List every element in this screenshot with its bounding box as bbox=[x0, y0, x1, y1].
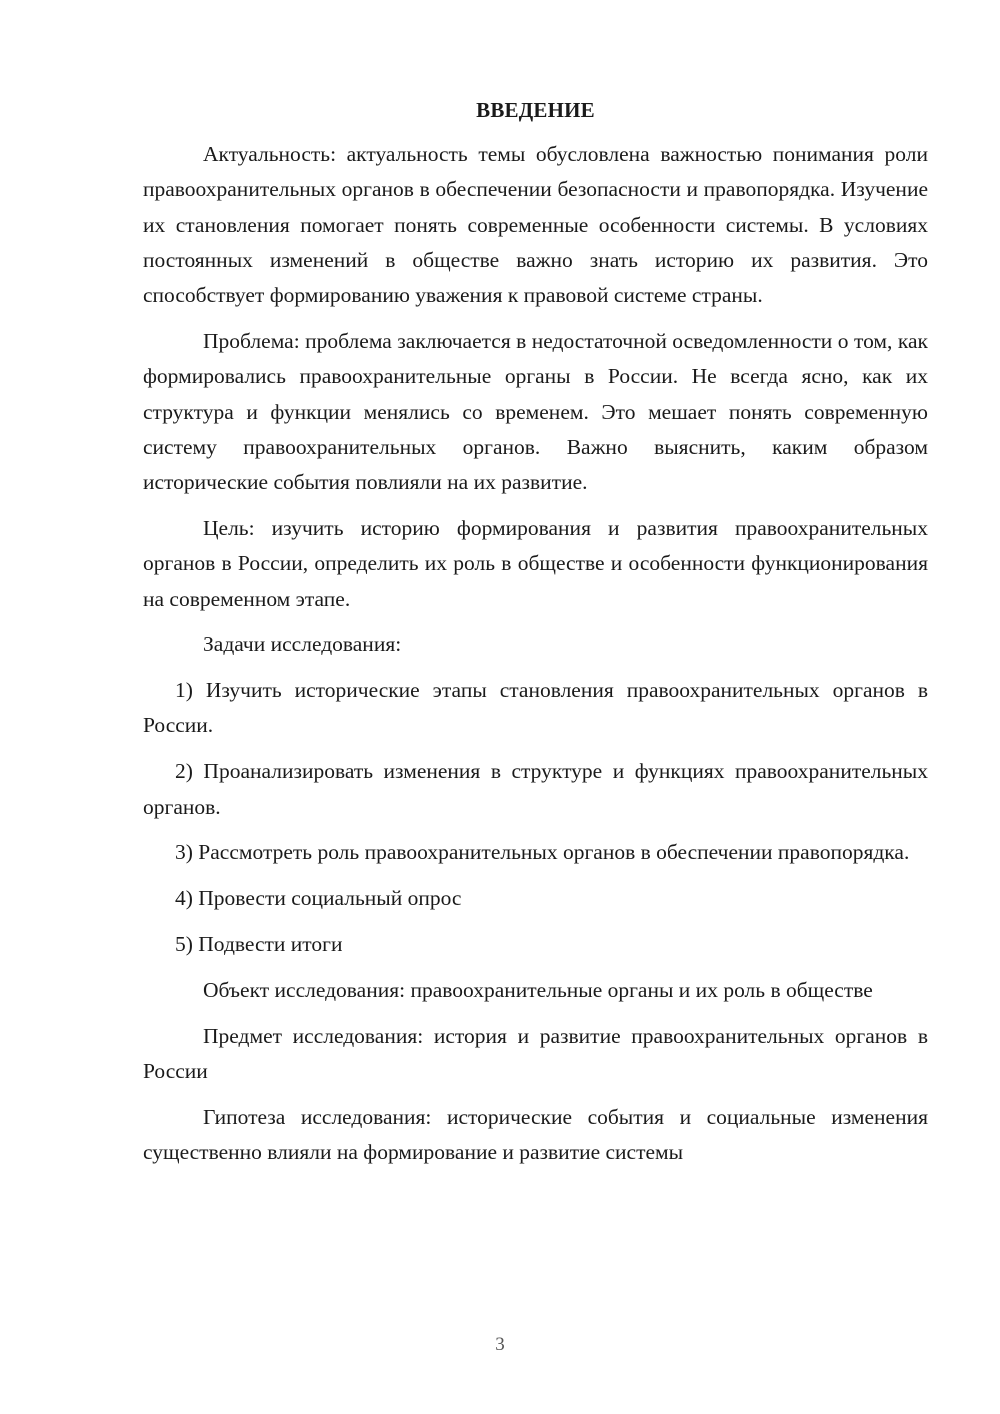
task-item-1: 1) Изучить исторические этапы становления правоохранительных органов в России. bbox=[143, 678, 928, 738]
document-page bbox=[143, 93, 928, 1170]
tasks-heading: Задачи исследования: bbox=[203, 632, 402, 657]
object-paragraph: Объект исследования: правоохранительные органы и их роль в обществе bbox=[203, 977, 873, 1002]
task-item-4: 4) Провести социальный опрос bbox=[175, 886, 462, 911]
task-item-3: 3) Рассмотреть роль правоохранительных органов в обеспечении правопорядка. bbox=[175, 840, 910, 865]
task-item-5: 5) Подвести итоги bbox=[175, 931, 343, 956]
section-title: ВВЕДЕНИЕ bbox=[476, 98, 595, 122]
problem-paragraph: Проблема: проблема заключается в недостаточной осведомленности о том, как формировались правоохранительные органы в России. Не всегда ясно, как их структура и функции менялись со временем. Это мешает понять современную систему правоохранительных органов. Важно выяснить, каким образом исторические события повлияли на их развитие. bbox=[143, 328, 928, 495]
subject-paragraph: Предмет исследования: история и развитие правоохранительных органов в России bbox=[143, 1023, 928, 1083]
hypothesis-paragraph: Гипотеза исследования: исторические события и социальные изменения существенно влияли на формирование и развитие системы bbox=[143, 1104, 928, 1164]
task-item-2: 2) Проанализировать изменения в структуре и функциях правоохранительных органов. bbox=[143, 759, 928, 819]
goal-paragraph: Цель: изучить историю формирования и развития правоохранительных органов в России, определить их роль в обществе и особенности функционирования на современном этапе. bbox=[143, 515, 928, 611]
relevance-paragraph: Актуальность: актуальность темы обусловлена важностью понимания роли правоохранительных органов в обеспечении безопасности и правопорядка. Изучение их становления помогает понять современные особенности системы. В условиях постоянных изменений в обществе важно знать историю их развития. Это способствует формированию уважения к правовой системе страны. bbox=[143, 142, 928, 308]
page-number: 3 bbox=[495, 1334, 505, 1355]
